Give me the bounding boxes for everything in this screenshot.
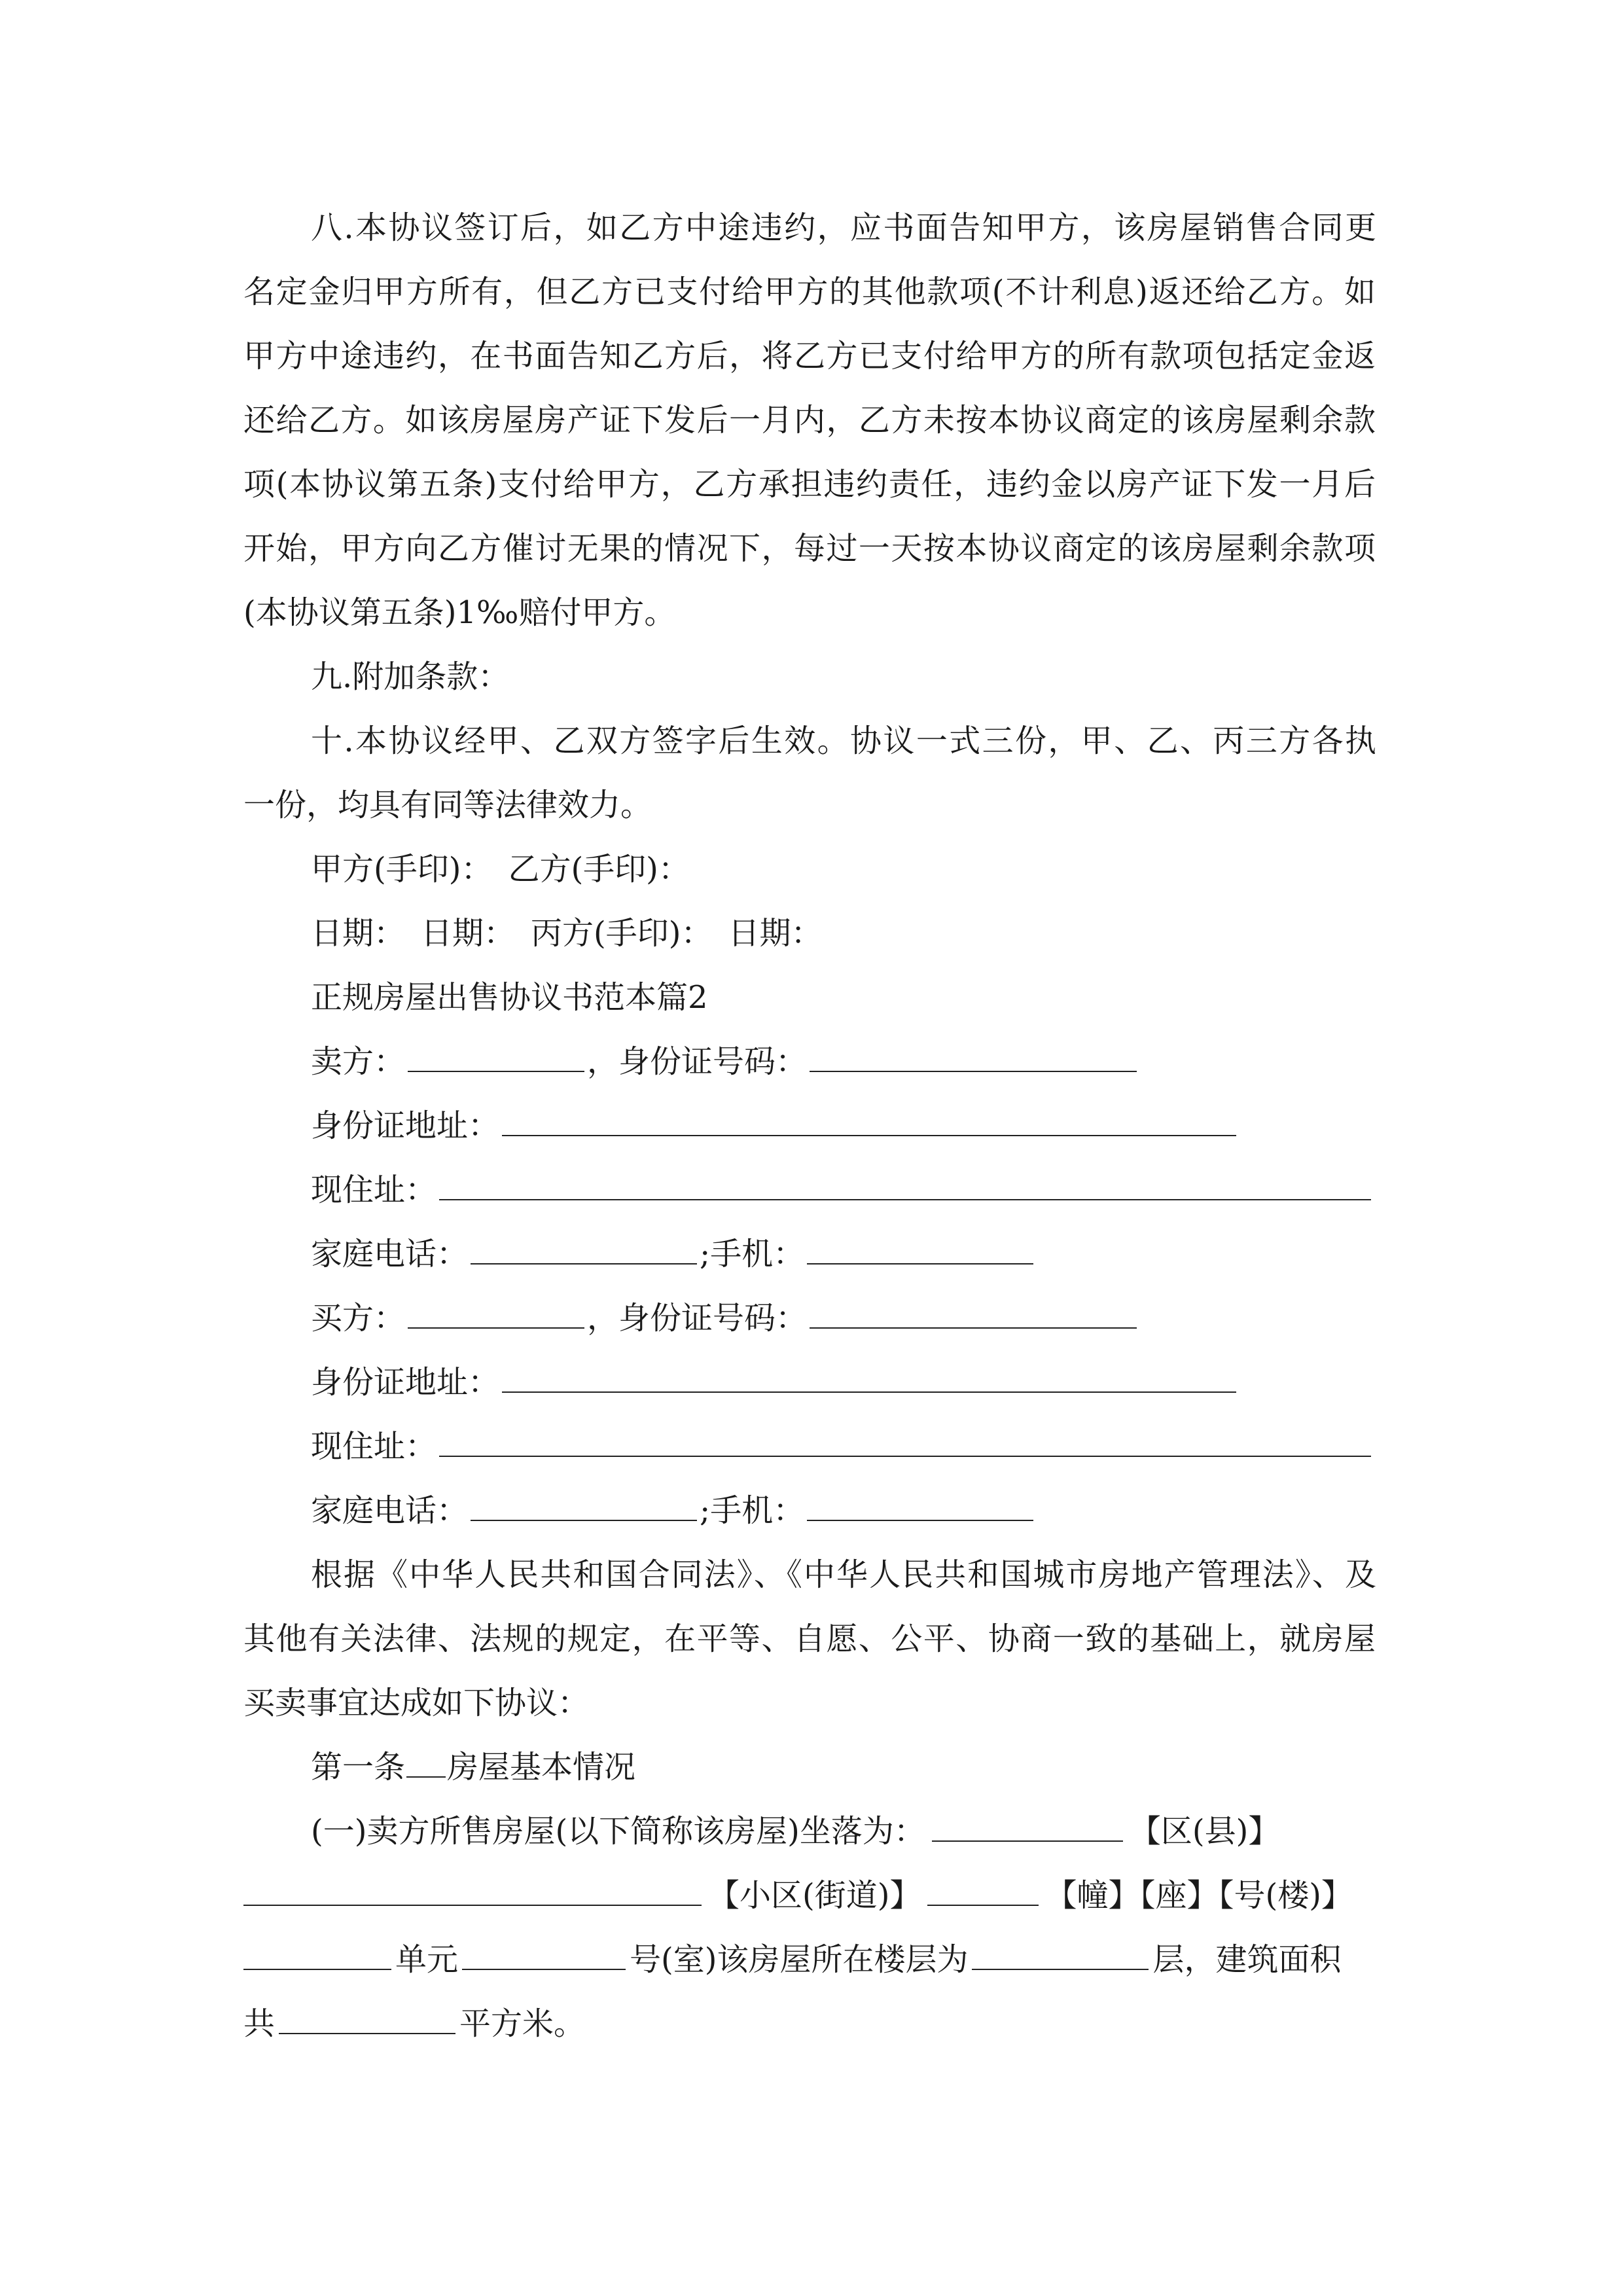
seller-id-label: ，身份证号码：	[587, 1043, 808, 1080]
location-label: (一)卖方所售房屋(以下简称该房屋)坐落为：	[311, 1813, 925, 1850]
buyer-name-blank[interactable]	[408, 1299, 584, 1329]
seller-mobile-blank[interactable]	[807, 1234, 1033, 1265]
seller-home-phone-blank[interactable]	[471, 1234, 697, 1265]
seller-id-address-blank[interactable]	[502, 1106, 1236, 1136]
clause-9: 九.附加条款：	[311, 658, 510, 695]
seller-id-blank[interactable]	[810, 1042, 1137, 1072]
date-line: 日期： 日期： 丙方(手印)： 日期：	[311, 915, 823, 952]
article-1-underline	[406, 1748, 446, 1778]
basis-line-2: 其他有关法律、法规的规定，在平等、自愿、公平、协商一致的基础上，就房屋	[243, 1621, 1376, 1657]
room-label: 号(室)该房屋所在楼层为	[630, 1941, 969, 1978]
floor-blank[interactable]	[972, 1940, 1149, 1970]
buyer-id-address-row	[311, 1363, 1239, 1402]
seller-current-address-label: 现住址：	[311, 1172, 437, 1208]
clause-8-line-4: 还给乙方。如该房屋房产证下发后一月内，乙方未按本协议商定的该房屋剩余款	[243, 402, 1376, 439]
sqm-label: 平方米。	[459, 2005, 586, 2042]
buyer-label: 买方：	[311, 1300, 406, 1336]
basis-line-3: 买卖事宜达成如下协议：	[243, 1685, 590, 1721]
buyer-home-phone-label: 家庭电话：	[311, 1492, 469, 1529]
clause-8-line-6: 开始，甲方向乙方催讨无果的情况下，每过一天按本协议商定的该房屋剩余款项	[243, 530, 1376, 567]
unit-label: 单元	[395, 1941, 459, 1978]
clause-8-line-7: (本协议第五条)1‰赔付甲方。	[243, 594, 676, 631]
article-1-title: 房屋基本情况	[447, 1749, 636, 1785]
unit-blank[interactable]	[462, 1940, 626, 1970]
seller-phone-row	[311, 1234, 1036, 1274]
clause-1-line-4	[243, 2004, 585, 2043]
total-label: 共	[243, 2005, 276, 2042]
buyer-id-address-blank[interactable]	[502, 1363, 1236, 1393]
basis-line-1: 根据《中华人民共和国合同法》、《中华人民共和国城市房地产管理法》、及	[311, 1556, 1376, 1593]
seller-label: 卖方：	[311, 1043, 406, 1080]
section-title: 正规房屋出售协议书范本篇2	[311, 979, 708, 1016]
seller-mobile-label: ;手机：	[700, 1236, 805, 1272]
clause-8-line-3: 甲方中途违约，在书面告知乙方后，将乙方已支付给甲方的所有款项包括定金返	[243, 338, 1376, 374]
buyer-home-phone-blank[interactable]	[471, 1491, 697, 1521]
buyer-current-address-blank[interactable]	[439, 1427, 1371, 1457]
signature-line: 甲方(手印)： 乙方(手印)：	[311, 851, 690, 888]
seller-id-address-label: 身份证地址：	[311, 1107, 500, 1144]
community-blank[interactable]	[927, 1876, 1039, 1906]
clause-1-line-2	[243, 1876, 1353, 1915]
buyer-id-address-label: 身份证地址：	[311, 1364, 500, 1401]
seller-current-address-blank[interactable]	[439, 1170, 1371, 1200]
article-1-heading	[311, 1748, 635, 1787]
buyer-row	[311, 1299, 1139, 1338]
community-label: 【小区(街道)】	[708, 1877, 921, 1914]
buyer-current-address-row	[311, 1427, 1374, 1466]
buyer-phone-row	[311, 1491, 1036, 1530]
buyer-id-label: ，身份证号码：	[587, 1300, 808, 1336]
clause-8-line-2: 名定金归甲方所有，但乙方已支付给甲方的其他款项(不计利息)返还给乙方。如	[243, 274, 1376, 310]
seller-home-phone-label: 家庭电话：	[311, 1236, 469, 1272]
buyer-current-address-label: 现住址：	[311, 1428, 437, 1465]
building-blank[interactable]	[243, 1940, 391, 1970]
clause-8-line-1: 八.本协议签订后，如乙方中途违约，应书面告知甲方，该房屋销售合同更	[311, 209, 1376, 246]
seller-name-blank[interactable]	[408, 1042, 584, 1072]
seller-id-address-row	[311, 1106, 1239, 1145]
article-1-prefix: 第一条	[311, 1749, 406, 1785]
buyer-mobile-label: ;手机：	[700, 1492, 805, 1529]
clause-8-line-5: 项(本协议第五条)支付给甲方，乙方承担违约责任，违约金以房产证下发一月后	[243, 466, 1376, 503]
building-label: 【幢】【座】【号(楼)】	[1045, 1877, 1353, 1914]
clause-10-line-1: 十.本协议经甲、乙双方签字后生效。协议一式三份，甲、乙、丙三方各执	[311, 723, 1376, 759]
area-blank[interactable]	[279, 2004, 455, 2034]
clause-1-line-1	[311, 1812, 1279, 1851]
location-blank[interactable]	[932, 1812, 1123, 1842]
buyer-id-blank[interactable]	[810, 1299, 1137, 1329]
floor-label: 层，建筑面积	[1152, 1941, 1342, 1978]
district-blank[interactable]	[243, 1876, 702, 1906]
clause-10-line-2: 一份，均具有同等法律效力。	[243, 787, 652, 823]
seller-row	[311, 1042, 1139, 1081]
district-label: 【区(县)】	[1129, 1813, 1280, 1850]
clause-1-line-3	[243, 1940, 1342, 1979]
seller-current-address-row	[311, 1170, 1374, 1210]
buyer-mobile-blank[interactable]	[807, 1491, 1033, 1521]
